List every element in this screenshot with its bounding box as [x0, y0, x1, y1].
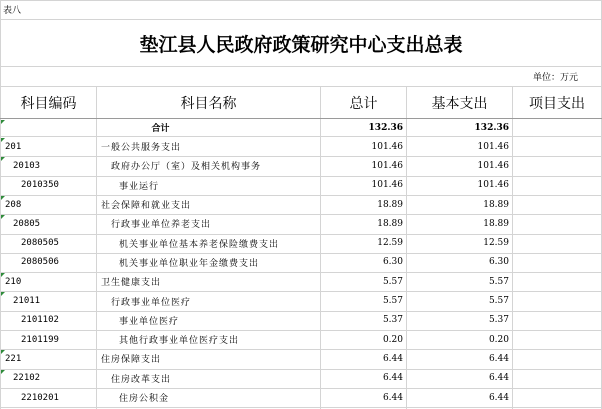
row-name[interactable]: 事业单位医疗 — [119, 316, 180, 327]
row-basic[interactable]: 6.44 — [488, 373, 509, 384]
row-code[interactable]: 22102 — [13, 373, 41, 384]
column-header-project[interactable]: 项目支出 — [529, 95, 585, 112]
row-project[interactable] — [513, 176, 601, 195]
row-name[interactable]: 住房公积金 — [119, 394, 170, 405]
row-total[interactable]: 12.59 — [377, 238, 403, 249]
cell-note-marker-icon — [1, 215, 5, 219]
row-code[interactable]: 2080506 — [21, 257, 59, 268]
total-row-project[interactable] — [513, 119, 601, 136]
row-code[interactable]: 20103 — [13, 160, 41, 171]
row-project[interactable] — [513, 195, 601, 214]
row-total[interactable]: 6.44 — [382, 373, 403, 384]
row-basic[interactable]: 6.44 — [488, 392, 509, 403]
row-total[interactable]: 101.46 — [371, 160, 403, 171]
row-project[interactable] — [513, 272, 601, 291]
row-code[interactable]: 21011 — [13, 296, 41, 307]
row-name[interactable]: 行政事业单位医疗 — [111, 297, 192, 308]
row-total[interactable]: 6.44 — [382, 392, 403, 403]
row-name[interactable]: 卫生健康支出 — [101, 278, 162, 289]
row-code[interactable]: 201 — [5, 141, 22, 152]
total-row-total[interactable]: 132.36 — [368, 122, 403, 133]
cell-note-marker-icon — [1, 120, 5, 124]
row-name[interactable]: 政府办公厅（室）及相关机构事务 — [111, 162, 262, 173]
total-row-basic[interactable]: 132.36 — [474, 122, 509, 133]
row-project[interactable] — [513, 214, 601, 233]
row-code[interactable]: 221 — [5, 353, 22, 364]
row-code[interactable]: 20805 — [13, 218, 41, 229]
row-total[interactable]: 101.46 — [371, 141, 403, 152]
row-total[interactable]: 6.30 — [382, 257, 403, 268]
cell-note-marker-icon — [1, 350, 5, 354]
row-name[interactable]: 住房改革支出 — [111, 374, 172, 385]
row-basic[interactable]: 6.30 — [488, 257, 509, 268]
cell-note-marker-icon — [1, 138, 5, 142]
row-project[interactable] — [513, 137, 601, 156]
row-code[interactable]: 2080505 — [21, 238, 59, 249]
row-total[interactable]: 0.20 — [382, 334, 403, 345]
row-project[interactable] — [513, 330, 601, 349]
row-basic[interactable]: 5.57 — [488, 276, 509, 287]
unit-label[interactable]: 单位：万元 — [532, 72, 578, 83]
row-code[interactable]: 210 — [5, 276, 22, 287]
row-project[interactable] — [513, 349, 601, 368]
row-code[interactable]: 2210201 — [21, 392, 59, 403]
row-basic[interactable]: 18.89 — [483, 199, 509, 210]
column-header-basic[interactable]: 基本支出 — [431, 95, 488, 112]
cell-note-marker-icon — [1, 370, 5, 374]
column-header-name[interactable]: 科目名称 — [180, 95, 237, 112]
column-header-code[interactable]: 科目编码 — [20, 95, 77, 112]
row-project[interactable] — [513, 291, 601, 310]
row-total[interactable]: 6.44 — [382, 353, 403, 364]
cell-note-marker-icon — [1, 157, 5, 161]
row-project[interactable] — [513, 156, 601, 175]
row-name[interactable]: 一般公共服务支出 — [101, 143, 182, 154]
cell-note-marker-icon — [1, 292, 5, 296]
row-total[interactable]: 18.89 — [377, 199, 403, 210]
row-basic[interactable]: 5.37 — [488, 315, 509, 326]
row-code[interactable]: 2010350 — [21, 180, 59, 191]
row-project[interactable] — [513, 253, 601, 272]
row-code[interactable]: 208 — [5, 199, 22, 210]
total-row-label[interactable]: 合计 — [151, 124, 170, 134]
column-header-total[interactable]: 总计 — [349, 95, 378, 112]
row-name[interactable]: 事业运行 — [119, 181, 160, 192]
cell-note-marker-icon — [1, 196, 5, 200]
row-name[interactable]: 行政事业单位养老支出 — [111, 220, 212, 231]
row-name[interactable]: 其他行政事业单位医疗支出 — [119, 336, 240, 347]
row-basic[interactable]: 101.46 — [477, 160, 509, 171]
row-project[interactable] — [513, 369, 601, 388]
row-total[interactable]: 5.37 — [382, 315, 403, 326]
row-code[interactable]: 2101199 — [21, 334, 59, 345]
row-project[interactable] — [513, 311, 601, 330]
row-basic[interactable]: 18.89 — [483, 218, 509, 229]
row-name[interactable]: 住房保障支出 — [101, 355, 162, 366]
cell-note-marker-icon — [1, 273, 5, 277]
row-total[interactable]: 18.89 — [377, 218, 403, 229]
row-total[interactable]: 5.57 — [382, 276, 403, 287]
row-total[interactable]: 101.46 — [371, 180, 403, 191]
row-project[interactable] — [513, 234, 601, 253]
form-label[interactable]: 表八 — [3, 6, 22, 16]
row-basic[interactable]: 12.59 — [483, 238, 509, 249]
row-code[interactable]: 2101102 — [21, 315, 59, 326]
row-basic[interactable]: 101.46 — [477, 180, 509, 191]
row-project[interactable] — [513, 388, 601, 407]
row-basic[interactable]: 0.20 — [488, 334, 509, 345]
page-title[interactable]: 垫江县人民政府政策研究中心支出总表 — [139, 33, 463, 56]
row-basic[interactable]: 101.46 — [477, 141, 509, 152]
row-name[interactable]: 机关事业单位职业年金缴费支出 — [119, 258, 260, 269]
row-total[interactable]: 5.57 — [382, 296, 403, 307]
row-name[interactable]: 机关事业单位基本养老保险缴费支出 — [119, 239, 280, 250]
row-basic[interactable]: 6.44 — [488, 353, 509, 364]
row-basic[interactable]: 5.57 — [488, 296, 509, 307]
row-name[interactable]: 社会保障和就业支出 — [101, 201, 192, 212]
